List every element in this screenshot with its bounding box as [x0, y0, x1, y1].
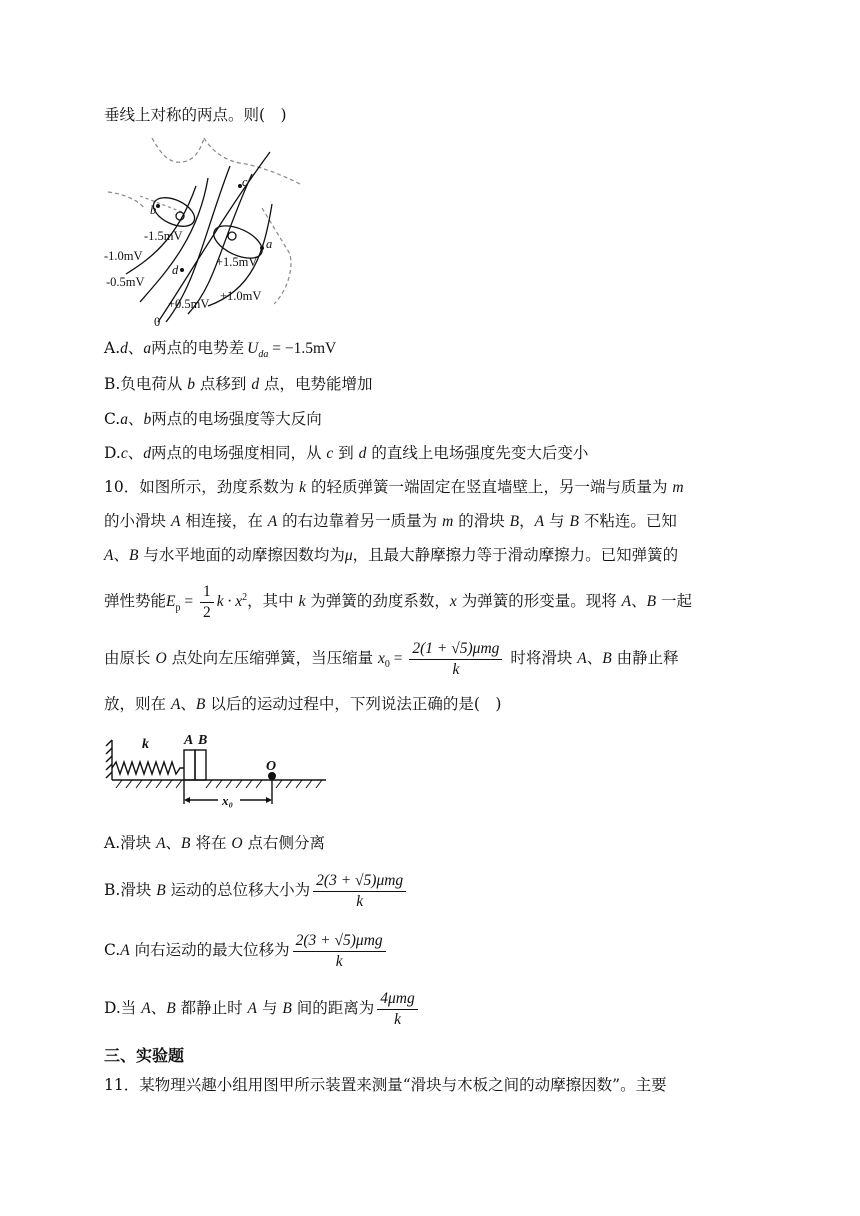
label-m10: -1.0mV: [104, 249, 143, 263]
x0-fraction: $\frac{\text{2(1 + √5)μmg}}{k}$: [409, 639, 502, 680]
half-fraction: $\frac{1}{2}$: [200, 582, 214, 623]
q9-option-c: C.a、b两点的电场强度等大反向: [104, 410, 322, 428]
label-block-a: A: [184, 733, 194, 748]
label-m15: -1.5mV: [144, 229, 183, 243]
q9-option-a: A.d、a两点的电势差 $U_{da} = -1.5mV$: [104, 339, 337, 361]
q10-stem-line3: A、B 与水平地面的动摩擦因数均为μ，且最大静摩擦力等于滑动摩擦力。已知弹簧的: [104, 546, 679, 564]
option-c-fraction: $\frac{\text{2(3 + √5)μmg}}{k}$: [293, 931, 386, 972]
label-o: O: [266, 759, 277, 774]
label-x0: x₀: [222, 793, 234, 808]
label-b: b: [150, 203, 157, 217]
label-a: a: [266, 237, 273, 251]
label-d: d: [172, 263, 179, 277]
q10-stem-line1: 10．如图所示，劲度系数为 k 的轻质弹簧一端固定在竖直墙壁上，另一端与质量为 m: [104, 478, 684, 496]
q9-option-b: B.负电荷从 b 点移到 d 点，电势能增加: [104, 375, 373, 393]
q10-option-d: D.当 A、B 都静止时 A 与 B 间的距离为 $\frac{\text{4μmg}}{k}$: [104, 988, 421, 1030]
q10-option-a: A.滑块 A、B 将在 O 点右侧分离: [104, 834, 326, 852]
q10-option-c: C.A 向右运动的最大位移为 $\frac{\text{2(3 + √5)μmg}}{k}$: [104, 930, 389, 972]
section-title: 三、实验题: [104, 1046, 185, 1065]
equipotential-figure: [104, 134, 304, 330]
label-c: c: [242, 175, 248, 189]
spring-block-figure: [104, 728, 330, 812]
label-m05: -0.5mV: [106, 275, 145, 289]
label-p15: +1.5mV: [216, 255, 258, 269]
q10-stem-line5: 由原长 O 点处向左压缩弹簧，当压缩量 $x_0$ = $\frac{\text{2(1 + √5)μmg}}{k}$ 时将滑块 A、B 由静止释: [104, 639, 679, 678]
label-p10: +1.0mV: [220, 289, 262, 303]
q10-stem-line4: 弹性势能$E_p$ = $\frac{1}{2}$ $k \cdot x^2$，其中 k 为弹簧的劲度系数，x 为弹簧的形变量。现将 A、B 一起: [104, 582, 693, 621]
q10-stem-line6: 放，则在 A、B 以后的运动过程中，下列说法正确的是( ): [104, 695, 502, 713]
q11-stem: 11．某物理兴趣小组用图甲所示装置来测量“滑块与木板之间的动摩擦因数”。主要: [104, 1076, 667, 1094]
q10-option-b: B.滑块 B 运动的总位移大小为 $\frac{\text{2(3 + √5)μmg}}{k}$: [104, 870, 409, 912]
option-d-fraction: $\frac{\text{4μmg}}{k}$: [377, 989, 417, 1030]
label-p05: +0.5mV: [168, 297, 210, 311]
label-block-b: B: [198, 733, 208, 748]
q9-stem-tail: 垂线上对称的两点。则( ): [104, 106, 287, 124]
label-k: k: [142, 737, 149, 752]
q10-stem-line2: 的小滑块 A 相连接，在 A 的右边靠着另一质量为 m 的滑块 B，A 与 B 不粘连。已知: [104, 512, 677, 530]
label-zero: 0: [154, 315, 161, 329]
option-b-fraction: $\frac{\text{2(3 + √5)μmg}}{k}$: [313, 871, 406, 912]
q9-option-d: D.c、d两点的电场强度相同，从 c 到 d 的直线上电场强度先变大后变小: [104, 444, 589, 462]
